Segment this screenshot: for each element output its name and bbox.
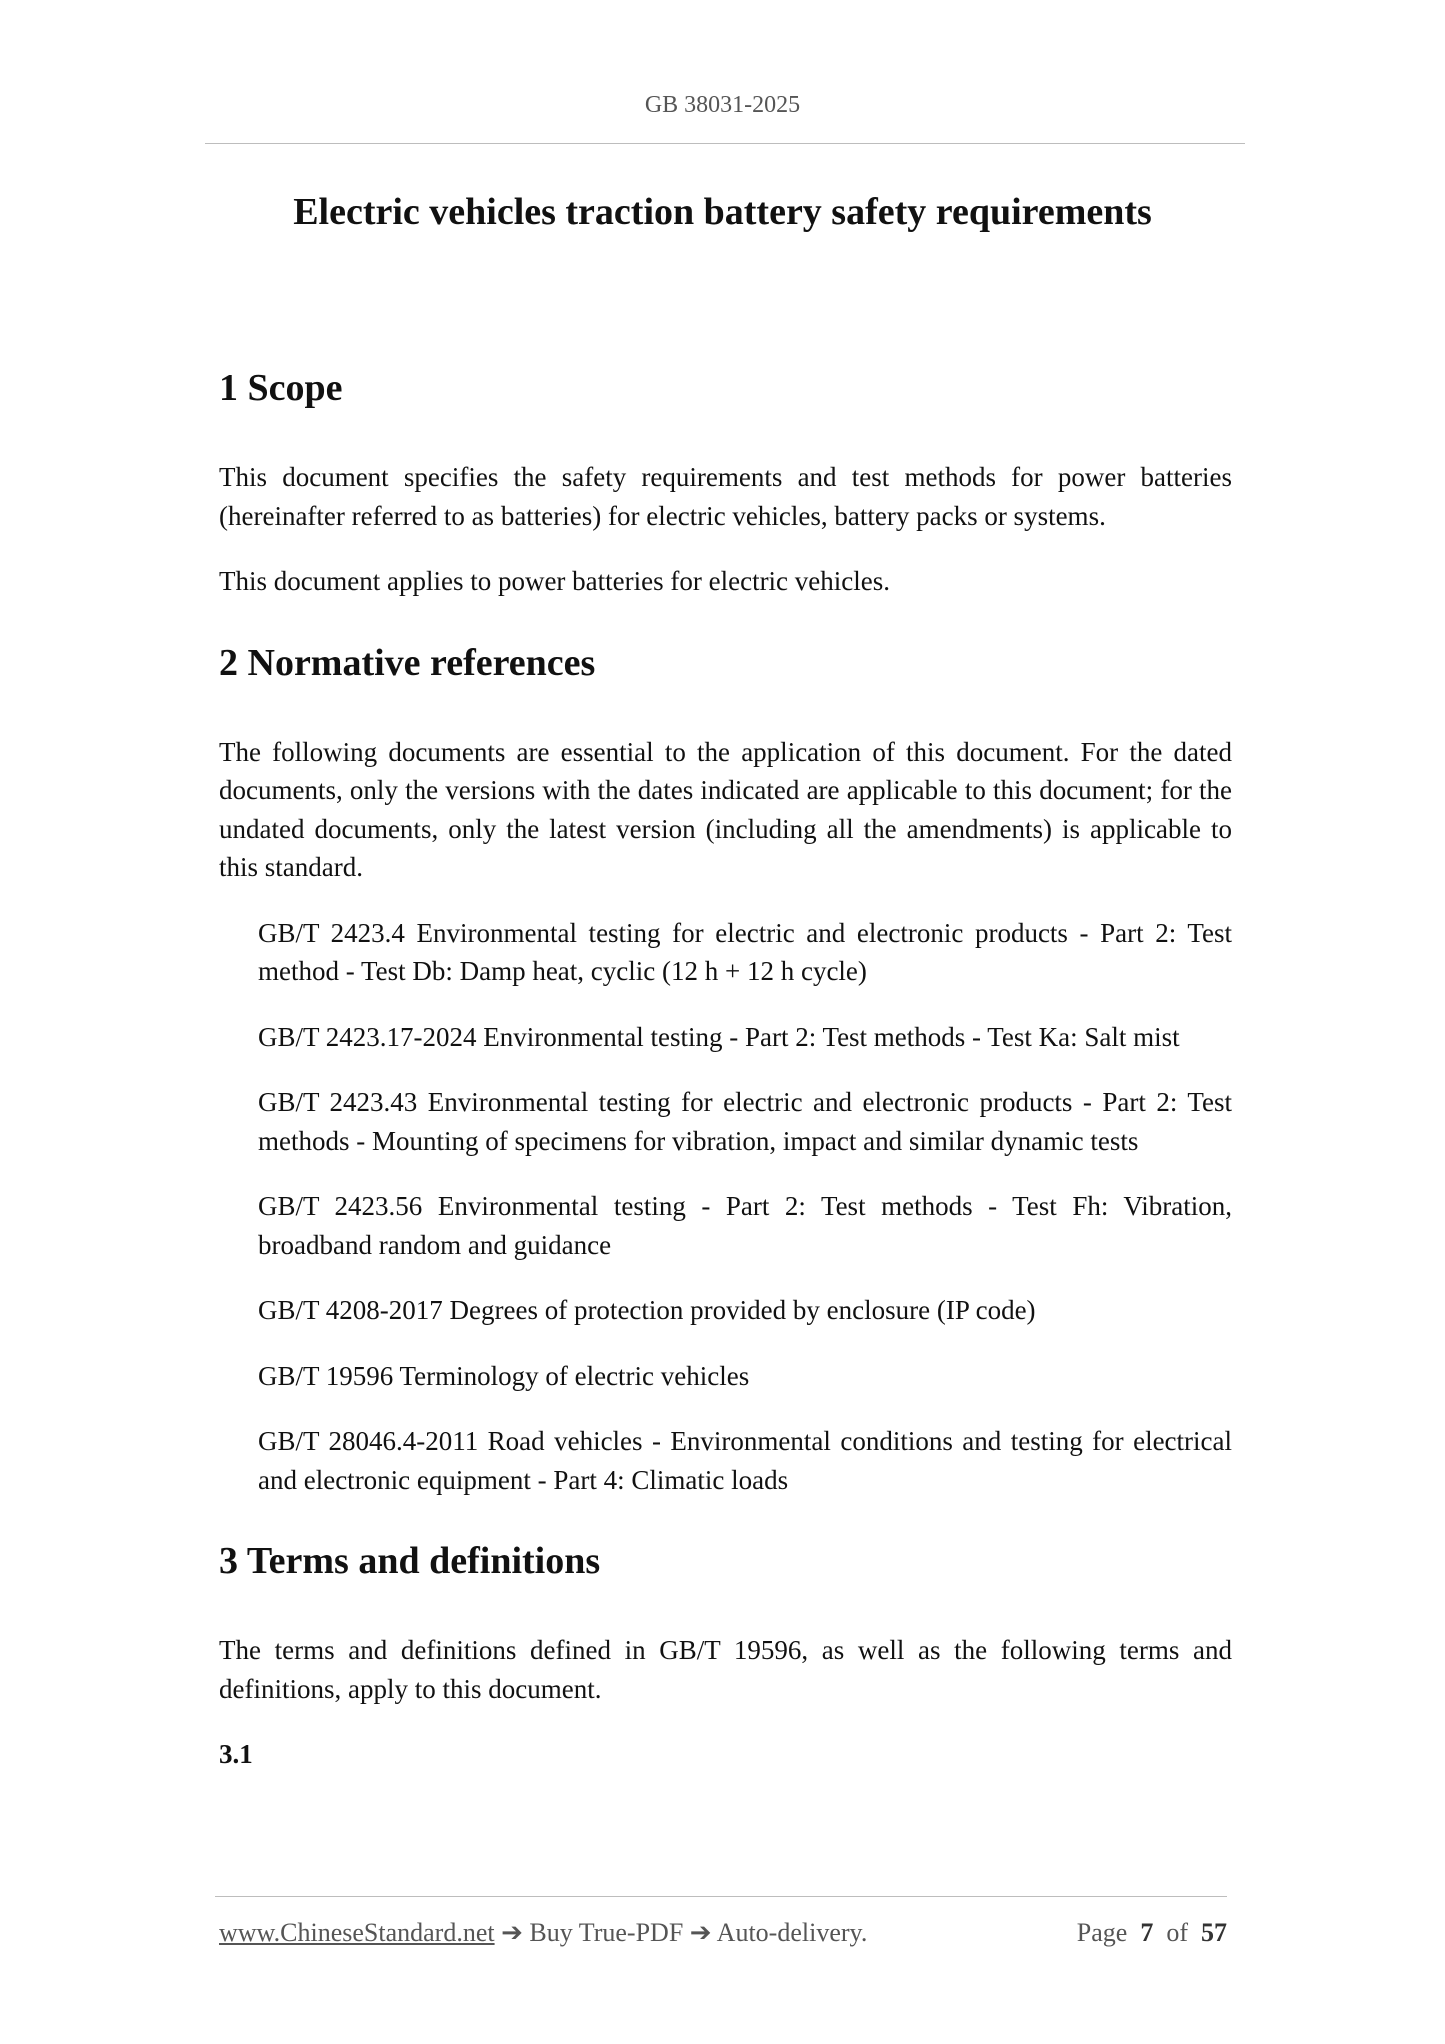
document-body [219, 358, 1232, 1773]
reference-item-gbt-2423-4: GB/T 2423.4 Environmental testing for electric and electronic products - Part 2: Test method - Test Db: Damp heat, cyclic (12 h + 12 h cycle) [258, 917, 1232, 986]
subsection-number: 3.1 [219, 1739, 253, 1769]
header-doc-code: GB 38031-2025 [644, 92, 801, 118]
reference-item-gbt-2423-43: GB/T 2423.43 Environmental testing for electric and electronic products - Part 2: Test methods - Mounting of specimens for vibration, impact and similar dynamic tests [258, 1087, 1232, 1156]
terms-paragraph: The terms and definitions defined in GB/T 19596, as well as the following terms and definitions, apply to this document. [219, 1635, 1232, 1704]
reference-item-gbt-2423-17: GB/T 2423.17-2024 Environmental testing - Part 2: Test methods - Test Ka: Salt mist [258, 1021, 1180, 1052]
reference-item-gbt-2423-56: GB/T 2423.56 Environmental testing - Part 2: Test methods - Test Fh: Vibration, broadband random and guidance [258, 1191, 1232, 1260]
normative-intro-paragraph: The following documents are essential to the application of this document. For the dated documents, only the versions with the dates indicated are applicable to this document; for the undated documents, only the latest version (including all the amendments) is applicable to this standard. [219, 736, 1232, 882]
page-current: 7 [1140, 1918, 1154, 1947]
page-total: 57 [1201, 1918, 1227, 1947]
scope-paragraph-2: This document applies to power batteries for electric vehicles. [219, 566, 891, 596]
scope-paragraph-1: This document specifies the safety requirements and test methods for power batteries (hereinafter referred to as batteries) for electric vehicles, battery packs or systems. [219, 462, 1232, 531]
reference-item-gbt-19596: GB/T 19596 Terminology of electric vehicles [258, 1360, 750, 1391]
header-divider [205, 143, 1245, 144]
footer-divider [215, 1896, 1227, 1897]
footer-promo [219, 1918, 867, 1948]
reference-item-gbt-28046-4: GB/T 28046.4-2011 Road vehicles - Environmental conditions and testing for electrical and electronic equipment - Part 4: Climatic loads [258, 1426, 1232, 1495]
auto-delivery-text: Auto-delivery. [716, 1918, 868, 1947]
arrow-right-icon: ➔ [501, 1918, 523, 1947]
page-label: Page [1076, 1918, 1128, 1947]
reference-item-gbt-4208: GB/T 4208-2017 Degrees of protection provided by enclosure (IP code) [258, 1295, 1036, 1325]
document-title: Electric vehicles traction battery safety requirements [293, 191, 1152, 233]
arrow-right-icon: ➔ [689, 1918, 712, 1947]
section-heading-terms-and-definitions: 3 Terms and definitions [219, 1540, 601, 1582]
section-heading-normative-references: 2 Normative references [219, 641, 596, 684]
section-heading-scope: 1 Scope [219, 367, 343, 409]
buy-true-pdf-text: Buy True-PDF [529, 1918, 684, 1947]
website-link[interactable]: www.ChineseStandard.net [219, 1918, 495, 1947]
page-number [1077, 1918, 1227, 1948]
page-of-label: of [1166, 1918, 1188, 1947]
